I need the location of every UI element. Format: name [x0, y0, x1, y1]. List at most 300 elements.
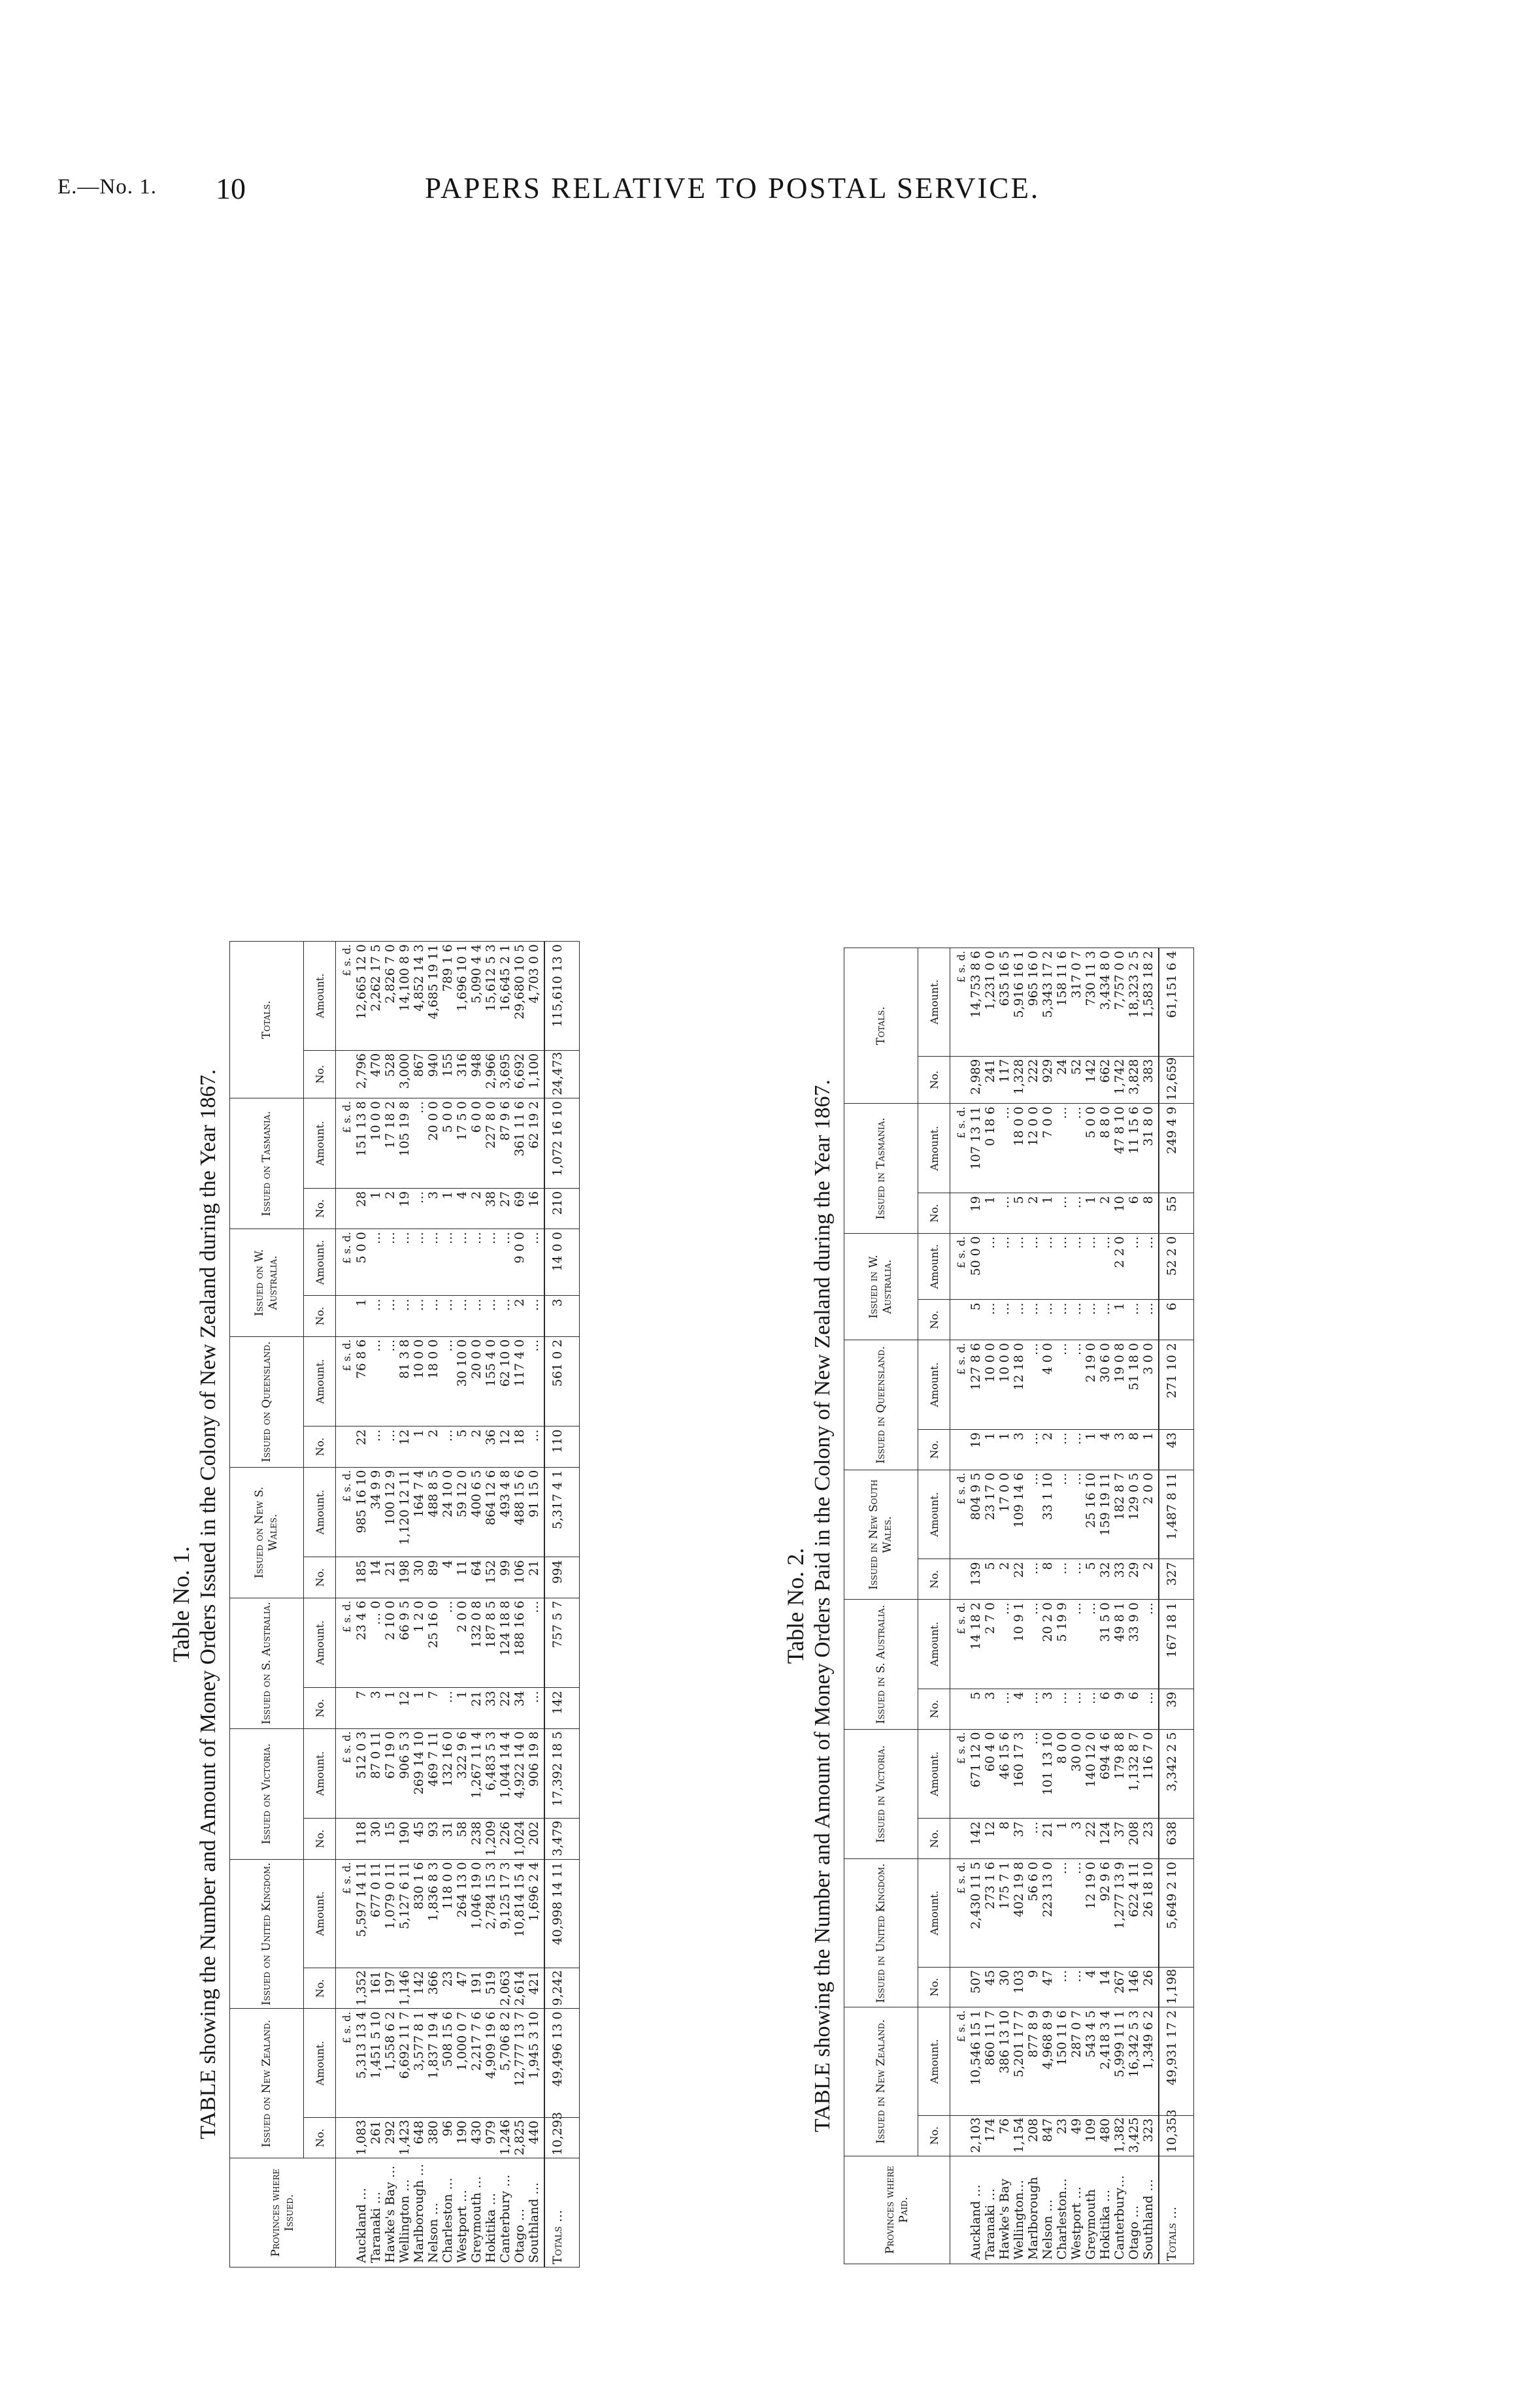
- amount-cell: 24 10 0: [441, 1470, 455, 1518]
- total-no: 10,293: [544, 2118, 580, 2158]
- province-name: Canterbury…: [1112, 2175, 1127, 2260]
- no-cell: …: [1141, 1302, 1156, 1315]
- no-cell: 19: [969, 1196, 983, 1212]
- amount-cell: 132 0 8: [469, 1600, 484, 1649]
- amount-cell: …: [997, 1106, 1012, 1119]
- amount-cell: 17 0 0: [997, 1472, 1012, 1513]
- amount-column: [950, 1729, 1159, 1819]
- amount-cell: …: [1055, 1106, 1069, 1119]
- no-cell: 24: [1055, 1059, 1069, 1075]
- amount-cell: 10 0 0: [983, 1343, 997, 1383]
- no-cell: 5: [969, 1691, 983, 1700]
- no-cell: …: [1069, 1302, 1084, 1315]
- amount-cell: 8 0 0: [1055, 1732, 1069, 1764]
- amount-cell: 4 0 0: [1040, 1343, 1055, 1375]
- no-subheader: No.: [304, 1050, 336, 1098]
- no-subheader: No.: [304, 1557, 336, 1598]
- no-cell: 27: [498, 1191, 512, 1208]
- amount-cell: …: [1141, 1236, 1156, 1249]
- no-cell: 1: [441, 1191, 455, 1200]
- amount-cell: 10 0 0: [369, 1101, 383, 1141]
- amount-cell: …: [1026, 1472, 1040, 1485]
- no-cell: 648: [412, 2120, 426, 2145]
- no-cell: 124: [1098, 1821, 1112, 1845]
- amount-cell: 877 8 9: [1026, 2010, 1040, 2058]
- amount-column: [336, 2009, 545, 2118]
- table-1-caption: TABLE showing the Number and Amount of Money Orders Issued in the Colony of New Zealand during the Year 1867.: [196, 1069, 220, 2139]
- amount-cell: 5,127 6 11: [397, 1862, 412, 1930]
- no-cell: 208: [1127, 1821, 1141, 1845]
- amount-cell: …: [412, 1101, 426, 1114]
- amount-cell: 12,665 12 0: [354, 944, 369, 1019]
- amount-cell: …: [455, 1232, 469, 1245]
- no-cell: …: [983, 1302, 997, 1315]
- amount-cell: 1,132 8 7: [1127, 1732, 1141, 1792]
- no-cell: 380: [426, 2120, 441, 2145]
- no-cell: 23: [441, 1971, 455, 1987]
- amount-cell: 66 9 5: [397, 1600, 412, 1641]
- no-cell: 22: [1084, 1821, 1098, 1838]
- amount-cell: 4,968 8 9: [1040, 2010, 1055, 2070]
- no-cell: 117: [997, 1059, 1012, 1083]
- no-cell: 6: [1127, 1196, 1141, 1204]
- no-cell: 3,000: [397, 1053, 412, 1089]
- amount-cell: 50 0 0: [969, 1236, 983, 1276]
- amount-subheader: Amount.: [304, 1598, 336, 1688]
- document-reference: E.—No. 1.: [58, 175, 157, 199]
- amount-cell: …: [1141, 1602, 1156, 1615]
- amount-cell: 2 0 0: [455, 1600, 469, 1632]
- group-header: Issued on United Kingdom.: [230, 1859, 304, 2009]
- amount-column: [950, 1340, 1159, 1430]
- no-column: [950, 2115, 1159, 2156]
- no-cell: …: [441, 1298, 455, 1311]
- no-cell: …: [441, 1691, 455, 1704]
- amount-cell: 14,100 8 9: [397, 944, 412, 1012]
- no-subheader: No.: [918, 1967, 950, 2007]
- no-cell: 34: [512, 1691, 527, 1707]
- no-cell: 10: [1112, 1196, 1127, 1212]
- no-cell: 5: [969, 1302, 983, 1311]
- amount-cell: 4,685 19 11: [426, 944, 441, 1019]
- amount-cell: …: [1069, 1236, 1084, 1249]
- no-cell: 2: [426, 1429, 441, 1438]
- amount-cell: …: [1069, 1343, 1084, 1356]
- no-subheader: No.: [918, 1689, 950, 1729]
- total-amount: 561 0 2: [544, 1336, 580, 1427]
- total-no: 12,659: [1159, 1056, 1194, 1104]
- amount-cell: …: [1069, 1602, 1084, 1615]
- no-cell: 470: [369, 1053, 383, 1078]
- amount-cell: 158 11 6: [1055, 951, 1069, 1006]
- amount-cell: 25 16 10: [1084, 1472, 1098, 1528]
- amount-subheader: Amount.: [918, 1729, 950, 1819]
- total-no: 55: [1159, 1193, 1194, 1234]
- amount-cell: 1,836 8 3: [426, 1862, 441, 1922]
- amount-cell: 10 0 0: [412, 1339, 426, 1379]
- no-cell: 222: [1026, 1059, 1040, 1083]
- province-name: Canterbury …: [498, 2174, 512, 2263]
- table-1-block: [167, 941, 742, 2268]
- amount-cell: 100 12 9: [383, 1470, 397, 1526]
- no-cell: 198: [397, 1560, 412, 1584]
- lsd-units: £ s. d.: [955, 1862, 967, 1894]
- amount-cell: …: [997, 1236, 1012, 1249]
- group-header: Issued in New South Wales.: [844, 1470, 918, 1600]
- group-header: Issued in S. Australia.: [844, 1600, 918, 1730]
- amount-cell: 109 14 6: [1012, 1472, 1026, 1528]
- no-cell: …: [1069, 1970, 1084, 1983]
- no-cell: …: [1026, 1821, 1040, 1834]
- no-column: [336, 1188, 545, 1229]
- amount-cell: 5,090 4 4: [469, 944, 484, 1004]
- amount-subheader: Amount.: [918, 1859, 950, 1967]
- amount-cell: 965 16 0: [1026, 951, 1040, 1006]
- amount-cell: 5 0 0: [441, 1101, 455, 1133]
- total-no: 39: [1159, 1689, 1194, 1729]
- no-cell: …: [469, 1298, 484, 1311]
- no-cell: 23: [1055, 2118, 1069, 2135]
- amount-cell: 5 19 9: [1055, 1602, 1069, 1642]
- no-cell: …: [1026, 1432, 1040, 1445]
- lsd-units: £ s. d.: [341, 2011, 353, 2044]
- amount-subheader: Amount.: [304, 2009, 336, 2118]
- no-cell: 18: [512, 1429, 527, 1445]
- no-cell: 37: [1112, 1821, 1127, 1838]
- no-cell: 12: [983, 1821, 997, 1838]
- amount-cell: 730 11 3: [1084, 951, 1098, 1006]
- amount-subheader: Amount.: [918, 1470, 950, 1559]
- no-cell: 366: [426, 1971, 441, 1995]
- no-cell: 1: [1040, 1196, 1055, 1204]
- lsd-units: £ s. d.: [955, 1106, 967, 1139]
- no-cell: 28: [354, 1191, 369, 1208]
- total-amount: 52 2 0: [1159, 1233, 1194, 1299]
- no-subheader: No.: [918, 1300, 950, 1340]
- no-cell: …: [1040, 1302, 1055, 1315]
- total-amount: 5,649 2 10: [1159, 1859, 1194, 1967]
- amount-cell: 1,583 18 2: [1141, 951, 1156, 1018]
- no-cell: 323: [1141, 2118, 1156, 2143]
- group-header: Issued on Tasmania.: [230, 1098, 304, 1229]
- amount-cell: 12,777 13 7: [512, 2011, 527, 2087]
- no-cell: …: [1026, 1691, 1040, 1704]
- no-cell: 9: [1112, 1691, 1127, 1700]
- no-subheader: No.: [304, 1296, 336, 1336]
- no-column: [336, 1050, 545, 1098]
- amount-cell: 33 1 10: [1040, 1472, 1055, 1521]
- amount-cell: 2,430 11 5: [969, 1862, 983, 1929]
- amount-cell: 107 13 11: [969, 1106, 983, 1170]
- no-cell: 106: [512, 1560, 527, 1584]
- amount-cell: 1,451 5 10: [369, 2011, 383, 2079]
- province-name: Taranaki …: [983, 2188, 997, 2260]
- total-amount: 757 5 7: [544, 1598, 580, 1688]
- amount-cell: 402 19 8: [1012, 1862, 1026, 1917]
- no-subheader: No.: [304, 1968, 336, 2009]
- no-column: [950, 1967, 1159, 2007]
- amount-cell: 159 19 11: [1098, 1472, 1112, 1536]
- amount-column: [950, 1470, 1159, 1559]
- amount-cell: 187 8 5: [484, 1600, 498, 1649]
- total-no: 43: [1159, 1429, 1194, 1470]
- amount-cell: 151 13 8: [354, 1101, 369, 1157]
- amount-cell: …: [412, 1232, 426, 1245]
- no-cell: 185: [354, 1560, 369, 1584]
- amount-cell: 92 9 6: [1098, 1862, 1112, 1902]
- lsd-units: £ s. d.: [955, 951, 967, 983]
- province-name: Nelson …: [1040, 2199, 1055, 2260]
- total-amount: 17,392 18 5: [544, 1728, 580, 1819]
- no-cell: 30: [997, 1970, 1012, 1986]
- no-cell: 2: [383, 1191, 397, 1200]
- amount-cell: 1,267 11 4: [469, 1731, 484, 1799]
- no-cell: 1,100: [527, 1053, 541, 1089]
- amount-cell: 694 4 6: [1098, 1732, 1112, 1780]
- amount-subheader: Amount.: [304, 1229, 336, 1296]
- amount-column: [336, 1598, 545, 1688]
- amount-cell: 512 0 3: [354, 1731, 369, 1779]
- amount-cell: 6,483 5 3: [484, 1731, 498, 1791]
- no-cell: 2: [469, 1429, 484, 1438]
- no-cell: …: [1069, 1432, 1084, 1445]
- amount-cell: 12 18 0: [1012, 1343, 1026, 1391]
- total-amount: 61,151 6 4: [1159, 948, 1194, 1057]
- amount-subheader: Amount.: [304, 1728, 336, 1819]
- amount-cell: …: [997, 1602, 1012, 1615]
- amount-column: [950, 948, 1159, 1057]
- no-cell: 21: [383, 1560, 397, 1576]
- group-header: Issued on Victoria.: [230, 1728, 304, 1859]
- amount-cell: 23 4 6: [354, 1600, 369, 1641]
- amount-cell: 985 16 10: [354, 1470, 369, 1534]
- total-amount: 49,931 17 2: [1159, 2007, 1194, 2115]
- amount-cell: …: [369, 1339, 383, 1352]
- no-cell: 421: [527, 1971, 541, 1995]
- no-cell: 93: [426, 1821, 441, 1838]
- no-column: [336, 1819, 545, 1859]
- no-cell: 202: [527, 1821, 541, 1845]
- no-cell: 2,063: [498, 1970, 512, 2006]
- table-1-label: Table No. 1.: [168, 1546, 194, 1662]
- amount-cell: …: [426, 1232, 441, 1245]
- amount-cell: 1,046 19 0: [469, 1862, 484, 1930]
- amount-cell: 127 8 6: [969, 1343, 983, 1391]
- total-no: 6: [1159, 1300, 1194, 1340]
- no-cell: 31: [441, 1821, 455, 1838]
- group-header: Issued on W. Australia.: [230, 1229, 304, 1336]
- no-column: [950, 1429, 1159, 1470]
- amount-cell: 622 4 11: [1127, 1862, 1141, 1917]
- no-cell: …: [455, 1298, 469, 1311]
- lsd-units: £ s. d.: [955, 1343, 967, 1376]
- no-cell: 21: [469, 1691, 484, 1707]
- amount-cell: 150 11 6: [1055, 2010, 1069, 2066]
- amount-cell: 1,945 3 10: [527, 2011, 541, 2079]
- no-cell: 4: [1098, 1432, 1112, 1441]
- no-cell: 316: [455, 1053, 469, 1078]
- lsd-units: £ s. d.: [341, 1339, 353, 1372]
- no-cell: 2,614: [512, 1970, 527, 2006]
- no-cell: …: [527, 1429, 541, 1442]
- no-cell: 197: [383, 1971, 397, 1995]
- no-cell: 929: [1040, 1059, 1055, 1083]
- amount-cell: 5,597 14 11: [354, 1862, 369, 1938]
- amount-cell: 3 0 0: [1141, 1343, 1156, 1375]
- no-cell: 139: [969, 1562, 983, 1586]
- no-subheader: No.: [304, 1427, 336, 1467]
- amount-cell: 677 0 11: [369, 1862, 383, 1918]
- no-cell: …: [1084, 1691, 1098, 1704]
- amount-cell: …: [469, 1232, 484, 1245]
- no-cell: 1: [354, 1298, 369, 1307]
- no-subheader: No.: [918, 1559, 950, 1600]
- amount-cell: …: [1055, 1343, 1069, 1356]
- province-name: Hawke's Bay: [997, 2179, 1012, 2260]
- no-cell: 21: [527, 1560, 541, 1576]
- amount-cell: 12 0 0: [1026, 1106, 1040, 1146]
- total-no: 10,353: [1159, 2115, 1194, 2156]
- no-cell: 103: [1012, 1970, 1026, 1994]
- no-cell: 3: [1069, 1821, 1084, 1830]
- no-cell: 23: [1141, 1821, 1156, 1838]
- amount-cell: …: [1055, 1472, 1069, 1485]
- amount-cell: 0 18 6: [983, 1106, 997, 1146]
- lsd-units: £ s. d.: [341, 1232, 353, 1264]
- amount-cell: 287 0 7: [1069, 2010, 1084, 2058]
- amount-cell: 16,342 5 3: [1127, 2010, 1141, 2078]
- amount-cell: 62 10 0: [498, 1339, 512, 1387]
- amount-cell: 62 19 2: [527, 1101, 541, 1149]
- province-list: [336, 2158, 545, 2268]
- amount-cell: 1,696 2 4: [527, 1862, 541, 1922]
- no-cell: 383: [1141, 1059, 1156, 1083]
- amount-subheader: Amount.: [304, 1467, 336, 1557]
- amount-subheader: Amount.: [304, 942, 336, 1051]
- group-header: Issued in Victoria.: [844, 1729, 918, 1859]
- no-column: [336, 1968, 545, 2009]
- amount-cell: 25 16 0: [426, 1600, 441, 1649]
- no-cell: 99: [498, 1560, 512, 1576]
- no-cell: …: [1026, 1302, 1040, 1315]
- amount-cell: 29,680 10 5: [512, 944, 527, 1019]
- amount-cell: 10 0 0: [997, 1343, 1012, 1383]
- amount-cell: 182 8 7: [1112, 1472, 1127, 1521]
- amount-cell: 386 13 10: [997, 2010, 1012, 2074]
- amount-cell: 317 0 7: [1069, 951, 1084, 998]
- amount-subheader: Amount.: [304, 1859, 336, 1968]
- amount-cell: 34 9 9: [369, 1470, 383, 1510]
- total-no: 9,242: [544, 1968, 580, 2009]
- no-column: [336, 1557, 545, 1598]
- page-number: 10: [216, 172, 246, 205]
- amount-cell: 5 0 0: [354, 1232, 369, 1264]
- amount-cell: 508 15 6: [441, 2011, 455, 2068]
- province-name: Marlborough: [1026, 2177, 1040, 2260]
- amount-cell: 1,837 19 4: [426, 2011, 441, 2079]
- amount-cell: 118 0 0: [441, 1862, 455, 1910]
- no-cell: 847: [1040, 2118, 1055, 2143]
- no-cell: …: [369, 1429, 383, 1442]
- amount-cell: 59 12 0: [455, 1470, 469, 1518]
- no-cell: …: [1069, 1691, 1084, 1704]
- group-header: Issued on New S. Wales.: [230, 1467, 304, 1598]
- no-cell: 142: [412, 1971, 426, 1995]
- no-cell: 8: [997, 1821, 1012, 1830]
- amount-cell: 5,313 13 4: [354, 2011, 369, 2079]
- no-cell: 5: [1084, 1562, 1098, 1570]
- amount-cell: 18 0 0: [426, 1339, 441, 1379]
- no-cell: 37: [1012, 1821, 1026, 1838]
- amount-cell: …: [1127, 1236, 1141, 1249]
- amount-cell: 2 10 0: [383, 1600, 397, 1641]
- amount-cell: 671 12 0: [969, 1732, 983, 1788]
- no-cell: 1: [1112, 1302, 1127, 1311]
- total-amount: 115,610 13 0: [544, 942, 580, 1051]
- no-cell: …: [1069, 1562, 1084, 1575]
- total-no: 994: [544, 1557, 580, 1598]
- amount-cell: 273 1 6: [983, 1862, 997, 1909]
- total-no: 1,198: [1159, 1967, 1194, 2007]
- provinces-header: Provinces where Paid.: [844, 2156, 950, 2264]
- amount-cell: 5,201 17 7: [1012, 2010, 1026, 2078]
- amount-column: [336, 1336, 545, 1427]
- no-subheader: No.: [918, 1193, 950, 1234]
- amount-cell: 56 6 0: [1026, 1862, 1040, 1902]
- no-cell: 152: [484, 1560, 498, 1584]
- no-cell: 9: [1026, 1970, 1040, 1978]
- amount-cell: 223 13 0: [1040, 1862, 1055, 1917]
- no-cell: 2: [1141, 1562, 1156, 1570]
- no-cell: 2: [997, 1562, 1012, 1570]
- no-cell: 241: [983, 1059, 997, 1083]
- group-header: Issued on S. Australia.: [230, 1598, 304, 1728]
- total-amount: 49,496 13 0: [544, 2009, 580, 2118]
- no-cell: 15: [383, 1821, 397, 1838]
- amount-cell: 2,784 15 3: [484, 1862, 498, 1930]
- amount-cell: 11 15 6: [1127, 1106, 1141, 1154]
- amount-cell: …: [498, 1232, 512, 1245]
- amount-cell: 20 0 0: [426, 1101, 441, 1141]
- total-no: 327: [1159, 1559, 1194, 1600]
- amount-cell: 5,343 17 2: [1040, 951, 1055, 1018]
- amount-cell: 2,217 7 6: [469, 2011, 484, 2071]
- no-cell: 7: [426, 1691, 441, 1699]
- table-2-label: Table No. 2.: [782, 1547, 808, 1664]
- amount-subheader: Amount.: [918, 1104, 950, 1193]
- group-header: Issued in United Kingdom.: [844, 1859, 918, 2007]
- amount-cell: 49 8 1: [1112, 1602, 1127, 1642]
- no-cell: …: [383, 1429, 397, 1442]
- no-cell: 19: [969, 1432, 983, 1449]
- province-name: Westport …: [455, 2190, 469, 2263]
- amount-cell: 10,546 15 1: [969, 2010, 983, 2086]
- amount-cell: …: [1084, 1236, 1098, 1249]
- amount-cell: 9,125 17 3: [498, 1862, 512, 1930]
- amount-cell: 1,000 0 7: [455, 2011, 469, 2071]
- group-header: Totals.: [230, 942, 304, 1098]
- amount-cell: 4,703 0 0: [527, 944, 541, 1004]
- no-cell: 14: [1098, 1970, 1112, 1986]
- amount-cell: …: [1055, 1862, 1069, 1875]
- no-cell: 96: [441, 2120, 455, 2137]
- amount-cell: …: [441, 1339, 455, 1352]
- total-amount: 1,487 8 11: [1159, 1470, 1194, 1559]
- no-cell: 2,103: [969, 2117, 983, 2153]
- amount-cell: 860 11 7: [983, 2010, 997, 2066]
- amount-cell: … 0: [369, 1600, 383, 1625]
- amount-cell: 1,231 0 0: [983, 951, 997, 1010]
